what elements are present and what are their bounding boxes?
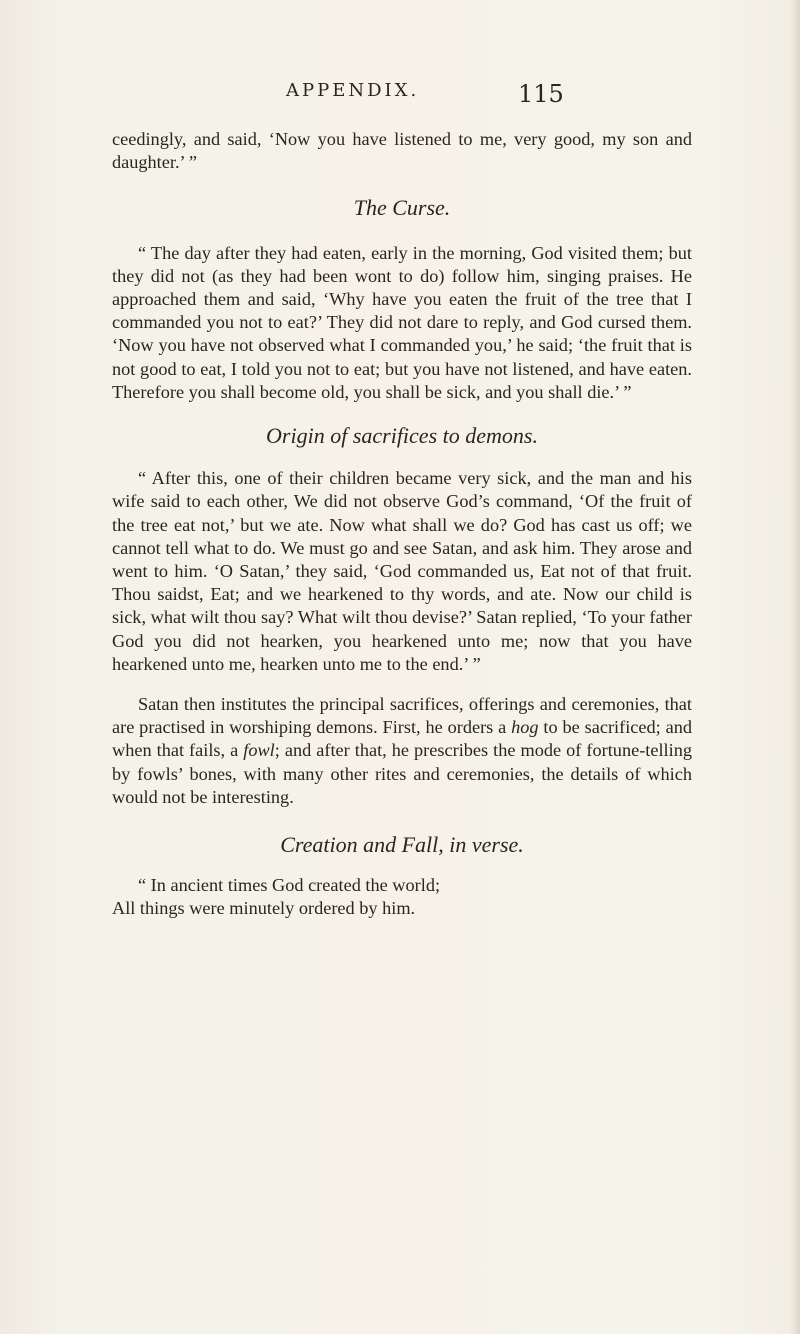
page-number: 115	[518, 80, 564, 108]
section-heading-curse: The Curse.	[353, 195, 451, 221]
page-edge-shadow	[790, 0, 800, 1334]
section-heading-creation: Creation and Fall, in verse.	[280, 832, 524, 858]
section-heading-sacrifices: Origin of sacrifices to demons.	[266, 423, 538, 449]
rites-text-c: ; and after that, he prescribes the mode of fortune-telling by fowls’ bones, with many other rites and ceremonies, the details of which would not be interesting.	[112, 740, 692, 807]
body-text	[112, 128, 692, 921]
rites-hog: hog	[511, 717, 539, 738]
page-header	[0, 80, 800, 110]
rites-text-b: to be sacrificed; and when that fails, a	[112, 717, 693, 761]
opening-paragraph: ceedingly, and said, ‘Now you have listened to me, very good, my son and daughter.’ ”	[112, 129, 692, 173]
paragraph-rites	[112, 693, 692, 809]
verse-line: “ In ancient times God created the world;	[138, 875, 441, 896]
paragraph-curse: “ The day after they had eaten, early in the morning, God visited them; but they did not (as they had been wont to do) follow him, singing praises. He approached them and said, ‘Why have you eaten the fruit of the tree that I commanded you not to eat?’ They did not dare to reply, and God cursed them. ‘Now you have not observed what I commanded you,’ he said; ‘the fruit that is not good to eat, I told you not to eat; but you have not listened, and have eaten. Therefore you shall become old, you shall be sick, and you shall die.’ ”	[112, 242, 692, 402]
paragraph-sacrifices: “ After this, one of their children became very sick, and the man and his wife said to each other, We did not observe God’s command, ‘Of the fruit of the tree eat not,’ but we ate. Now what shall we do? God has cast us off; we cannot tell what to do. We must go and see Satan, and ask him. They arose and went to him. ‘O Satan,’ they said, ‘God commanded us, Eat not of that fruit. Thou saidst, Eat; and we hearkened to thy words, and ate. Now our child is sick, what wilt thou say? What wilt thou devise?’ Satan replied, ‘To your father God you did not hearken, you hearkened unto me; now that you have hearkened unto me, hearken unto me to the end.’ ”	[112, 468, 692, 674]
running-head: APPENDIX.	[286, 80, 420, 101]
rites-fowl: fowl	[243, 740, 275, 761]
verse-block	[112, 874, 692, 920]
verse-line: All things were minutely ordered by him.	[112, 898, 416, 919]
rites-text-a: Satan then institutes the principal sacrifices, offerings and ceremonies, that are practised in worshiping demons. First, he orders a	[112, 694, 692, 738]
